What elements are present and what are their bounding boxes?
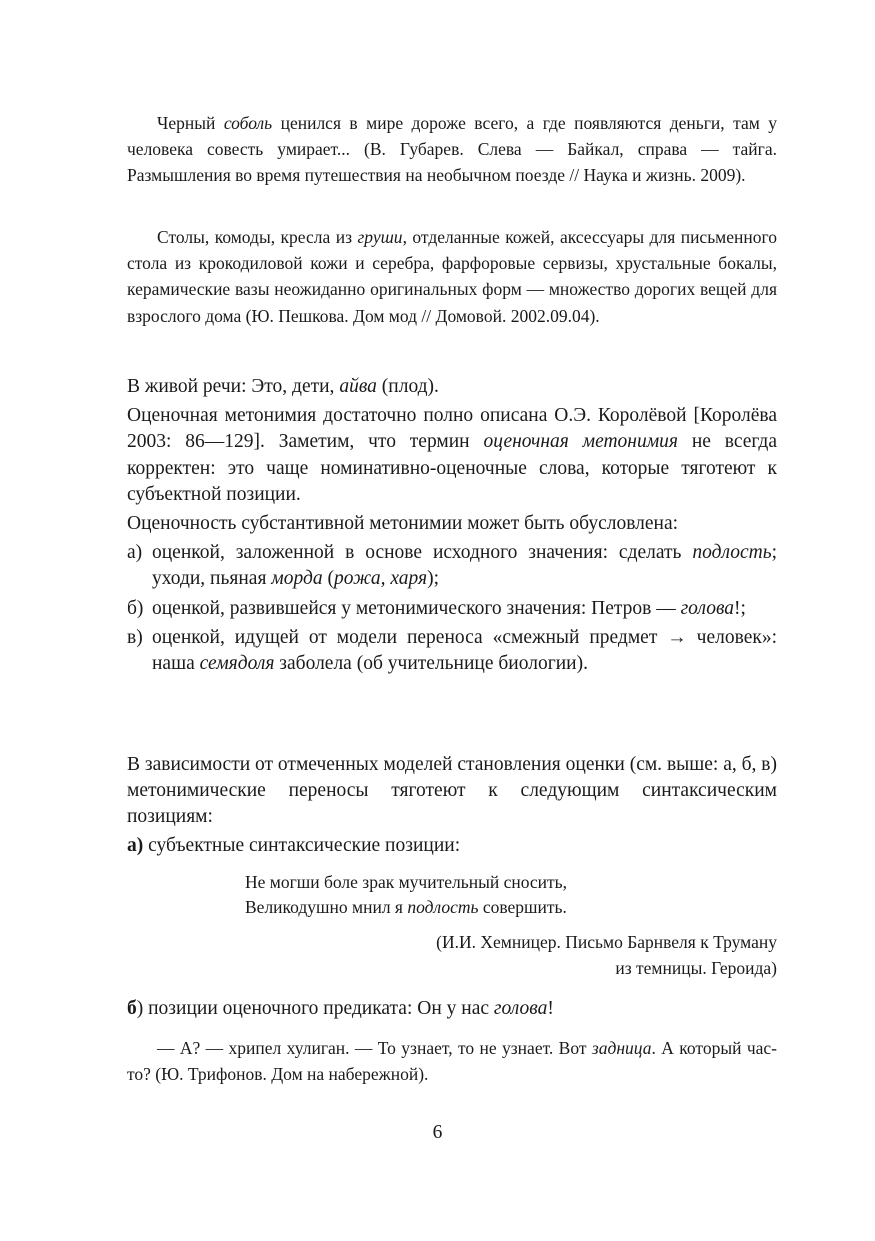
poem-quote bbox=[245, 870, 567, 920]
citation-line-2: из темницы. Героида) bbox=[615, 958, 777, 978]
citation-line-1: (И.И. Хемницер. Письмо Барнвеля к Труману bbox=[436, 932, 777, 952]
poem-line-2: Великодушно мнил я подлость совершить. bbox=[245, 897, 567, 917]
quote-zadnitsa bbox=[127, 1035, 777, 1087]
quote-grusha-text: Столы, комоды, кресла из груши, отделанные кожей, аксессуары для письменного стола из крокодиловой кожи и серебра, фарфоровые сервизы, хрустальные бокалы, керамические вазы неожиданно оригинальных форм — множество дорогих вещей для взрослого дома (Ю. Пешкова. Дом мод // Домовой. 2002.09.04). bbox=[127, 227, 777, 326]
quote-sobol bbox=[127, 110, 777, 189]
quote-sobol-text: Черный соболь ценился в мире дороже всего, а где появляются деньги, там у человека совесть умирает... (В. Губарев. Слева — Байкал, справа — тайга. Размышления во время путешествия на необычном поезде // Наука и жизнь. 2009). bbox=[127, 113, 777, 186]
quote-zadnitsa-text: — А? — хрипел хулиган. — То узнает, то не узнает. Вот задница. А который час-то? (Ю. Трифонов. Дом на набережной). bbox=[127, 1038, 777, 1085]
live-speech-paragraph: В живой речи: Это, дети, айва (плод). bbox=[127, 376, 439, 397]
evaluation-paragraph: Оценочность субстантивной метонимии может быть обусловлена: bbox=[127, 513, 679, 535]
list-item-c: в) оценкой, идущей от модели переноса «смежный предмет → человек»: наша семядоля заболела (об учительнице биологии). bbox=[127, 626, 777, 675]
page-number: 6 bbox=[432, 1122, 443, 1143]
predicate-line: б) позиции оценочного предиката: Он у нас голова! bbox=[127, 998, 554, 1019]
main-text-block bbox=[127, 374, 777, 677]
korol-paragraph: Оценочная метонимия достаточно полно описана О.Э. Королёвой [Королёва 2003: 86—129]. Заметим, что термин оценочная метонимия не всегда корректен: это чаще номинативно-оценочные слова, которые тяготеют к субъектной позиции. bbox=[127, 405, 777, 505]
quote-grusha bbox=[127, 224, 777, 329]
dependency-paragraph: В зависимости от отмеченных моделей становления оценки (см. выше: а, б, в) метонимические переносы тяготеют к следующим синтаксическим позициям: bbox=[127, 754, 777, 828]
subject-positions-line: а) субъектные синтаксические позиции: bbox=[127, 834, 461, 856]
poem-citation bbox=[436, 929, 777, 981]
predicate-block bbox=[127, 996, 777, 1022]
poem-line-1: Не могши боле зрак мучительный сносить, bbox=[245, 872, 568, 892]
dependency-block bbox=[127, 752, 777, 859]
list-item-a: а) оценкой, заложенной в основе исходного значения: сделать подлость; уходи, пьяная морда (рожа, харя); bbox=[127, 542, 777, 590]
list-item-b: б) оценкой, развившейся у метонимического значения: Петров — голова!; bbox=[127, 597, 746, 619]
